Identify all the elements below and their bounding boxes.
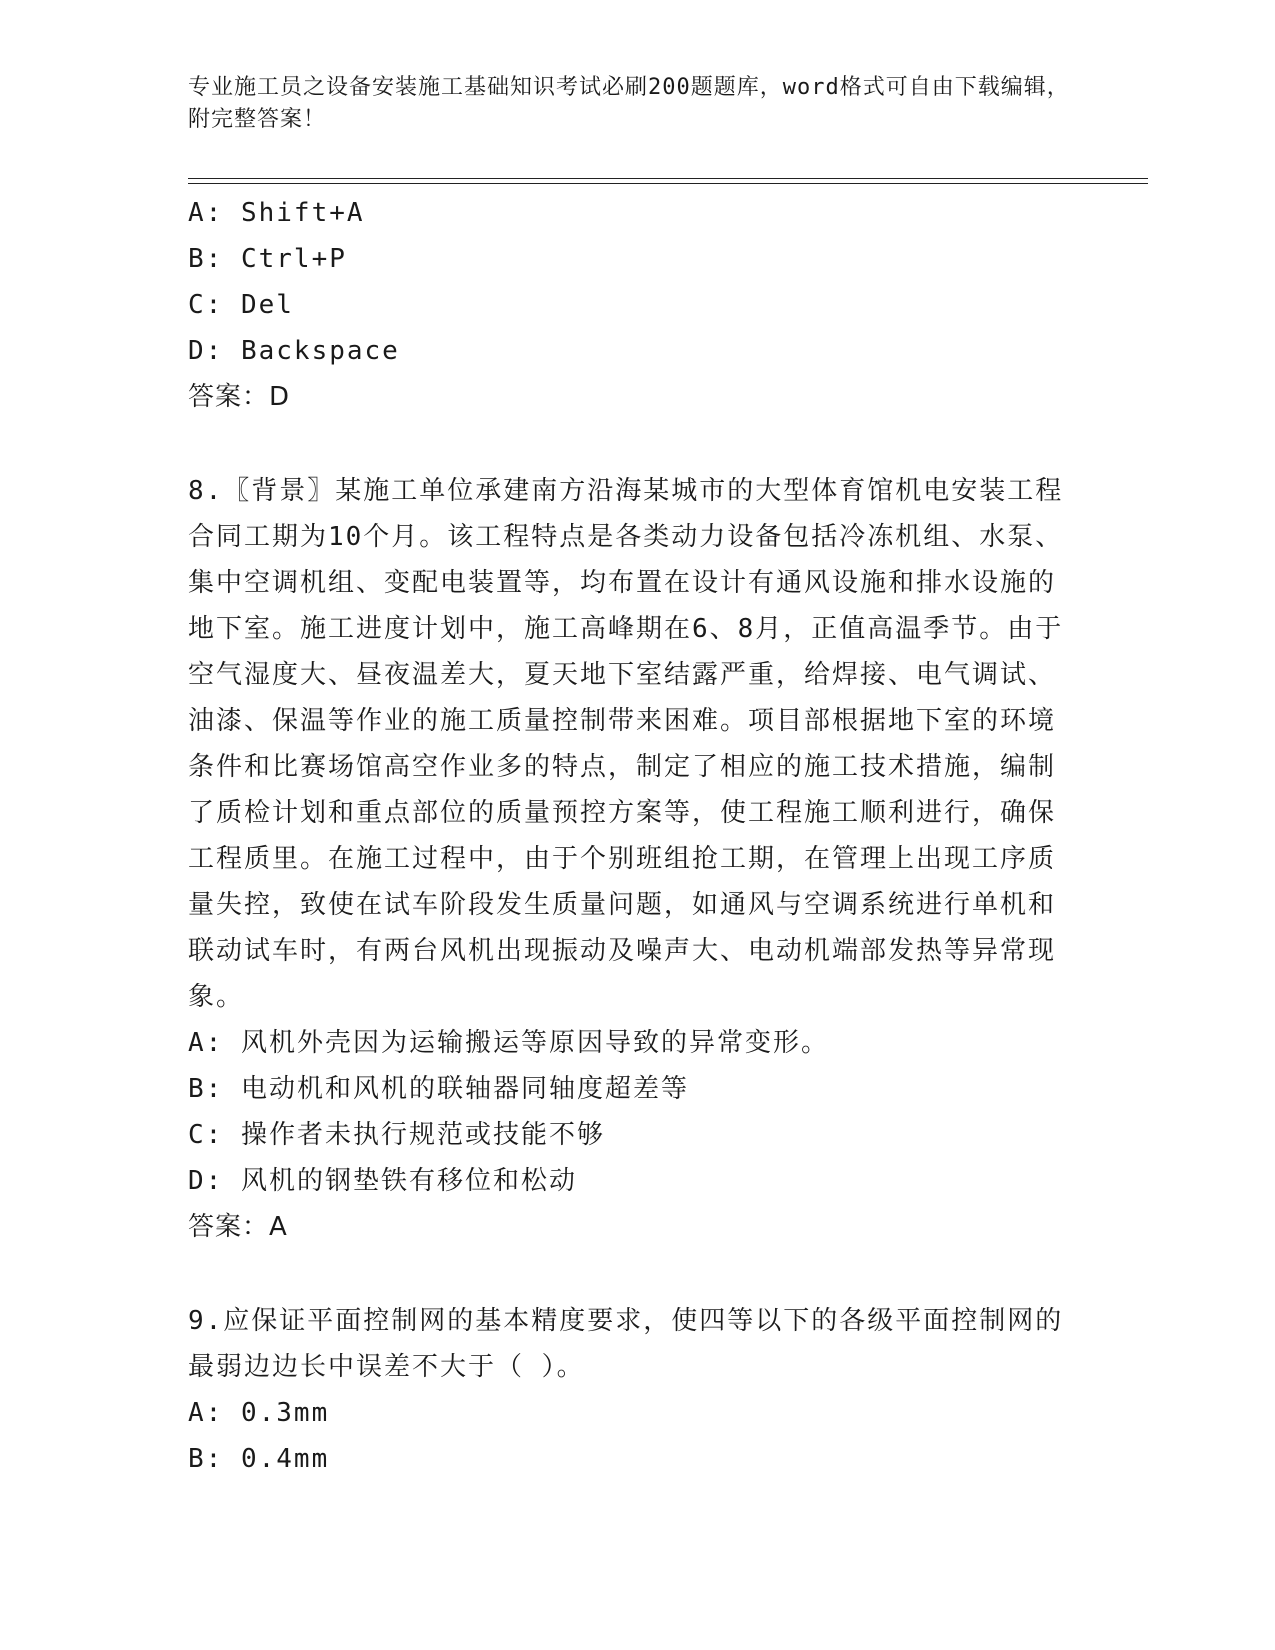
option-b: B: 0.4mm — [188, 1444, 330, 1474]
option-d: D: 风机的钢垫铁有移位和松动 — [188, 1166, 577, 1196]
option-d: D: Backspace — [188, 336, 400, 366]
question-9 — [188, 1298, 1088, 1482]
header-divider-bottom — [188, 183, 1148, 184]
question-8 — [188, 468, 1088, 1250]
header-divider-top — [188, 178, 1148, 179]
option-a: A: 风机外壳因为运输搬运等原因导致的异常变形。 — [188, 1028, 829, 1058]
option-b: B: 电动机和风机的联轴器同轴度超差等 — [188, 1074, 689, 1104]
document-body — [188, 190, 1088, 1482]
option-a: A: Shift+A — [188, 198, 365, 228]
option-b: B: Ctrl+P — [188, 244, 347, 274]
option-a: A: 0.3mm — [188, 1398, 330, 1428]
question-stem: 9.应保证平面控制网的基本精度要求，使四等以下的各级平面控制网的最弱边边长中误差不大于（ ）。 — [188, 1306, 1064, 1382]
question-stem: 8.〖背景〗某施工单位承建南方沿海某城市的大型体育馆机电安装工程合同工期为10个月。该工程特点是各类动力设备包括冷冻机组、水泵、集中空调机组、变配电装置等，均布置在设计有通风设施和排水设施的地下室。施工进度计划中，施工高峰期在6、8月，正值高温季节。由于空气湿度大、昼夜温差大，夏天地下室结露严重，给焊接、电气调试、油漆、保温等作业的施工质量控制带来困难。项目部根据地下室的环境条件和比赛场馆高空作业多的特点，制定了相应的施工技术措施，编制了质检计划和重点部位的质量预控方案等，使工程施工顺利进行，确保工程质里。在施工过程中，由于个别班组抢工期，在管理上出现工序质量失控，致使在试车阶段发生质量问题，如通风与空调系统进行单机和联动试车时，有两台风机出现振动及噪声大、电动机端部发热等异常现象。 — [188, 476, 1064, 1012]
option-c: C: 操作者未执行规范或技能不够 — [188, 1120, 605, 1150]
spacer — [188, 1250, 1088, 1298]
answer-label: 答案：D — [188, 382, 291, 412]
document-header: 专业施工员之设备安装施工基础知识考试必刷200题题库，word格式可自由下载编辑，附完整答案！ — [188, 75, 1070, 132]
question-7 — [188, 190, 1088, 420]
option-c: C: Del — [188, 290, 294, 320]
spacer — [188, 420, 1088, 468]
answer-label: 答案：A — [188, 1212, 288, 1242]
